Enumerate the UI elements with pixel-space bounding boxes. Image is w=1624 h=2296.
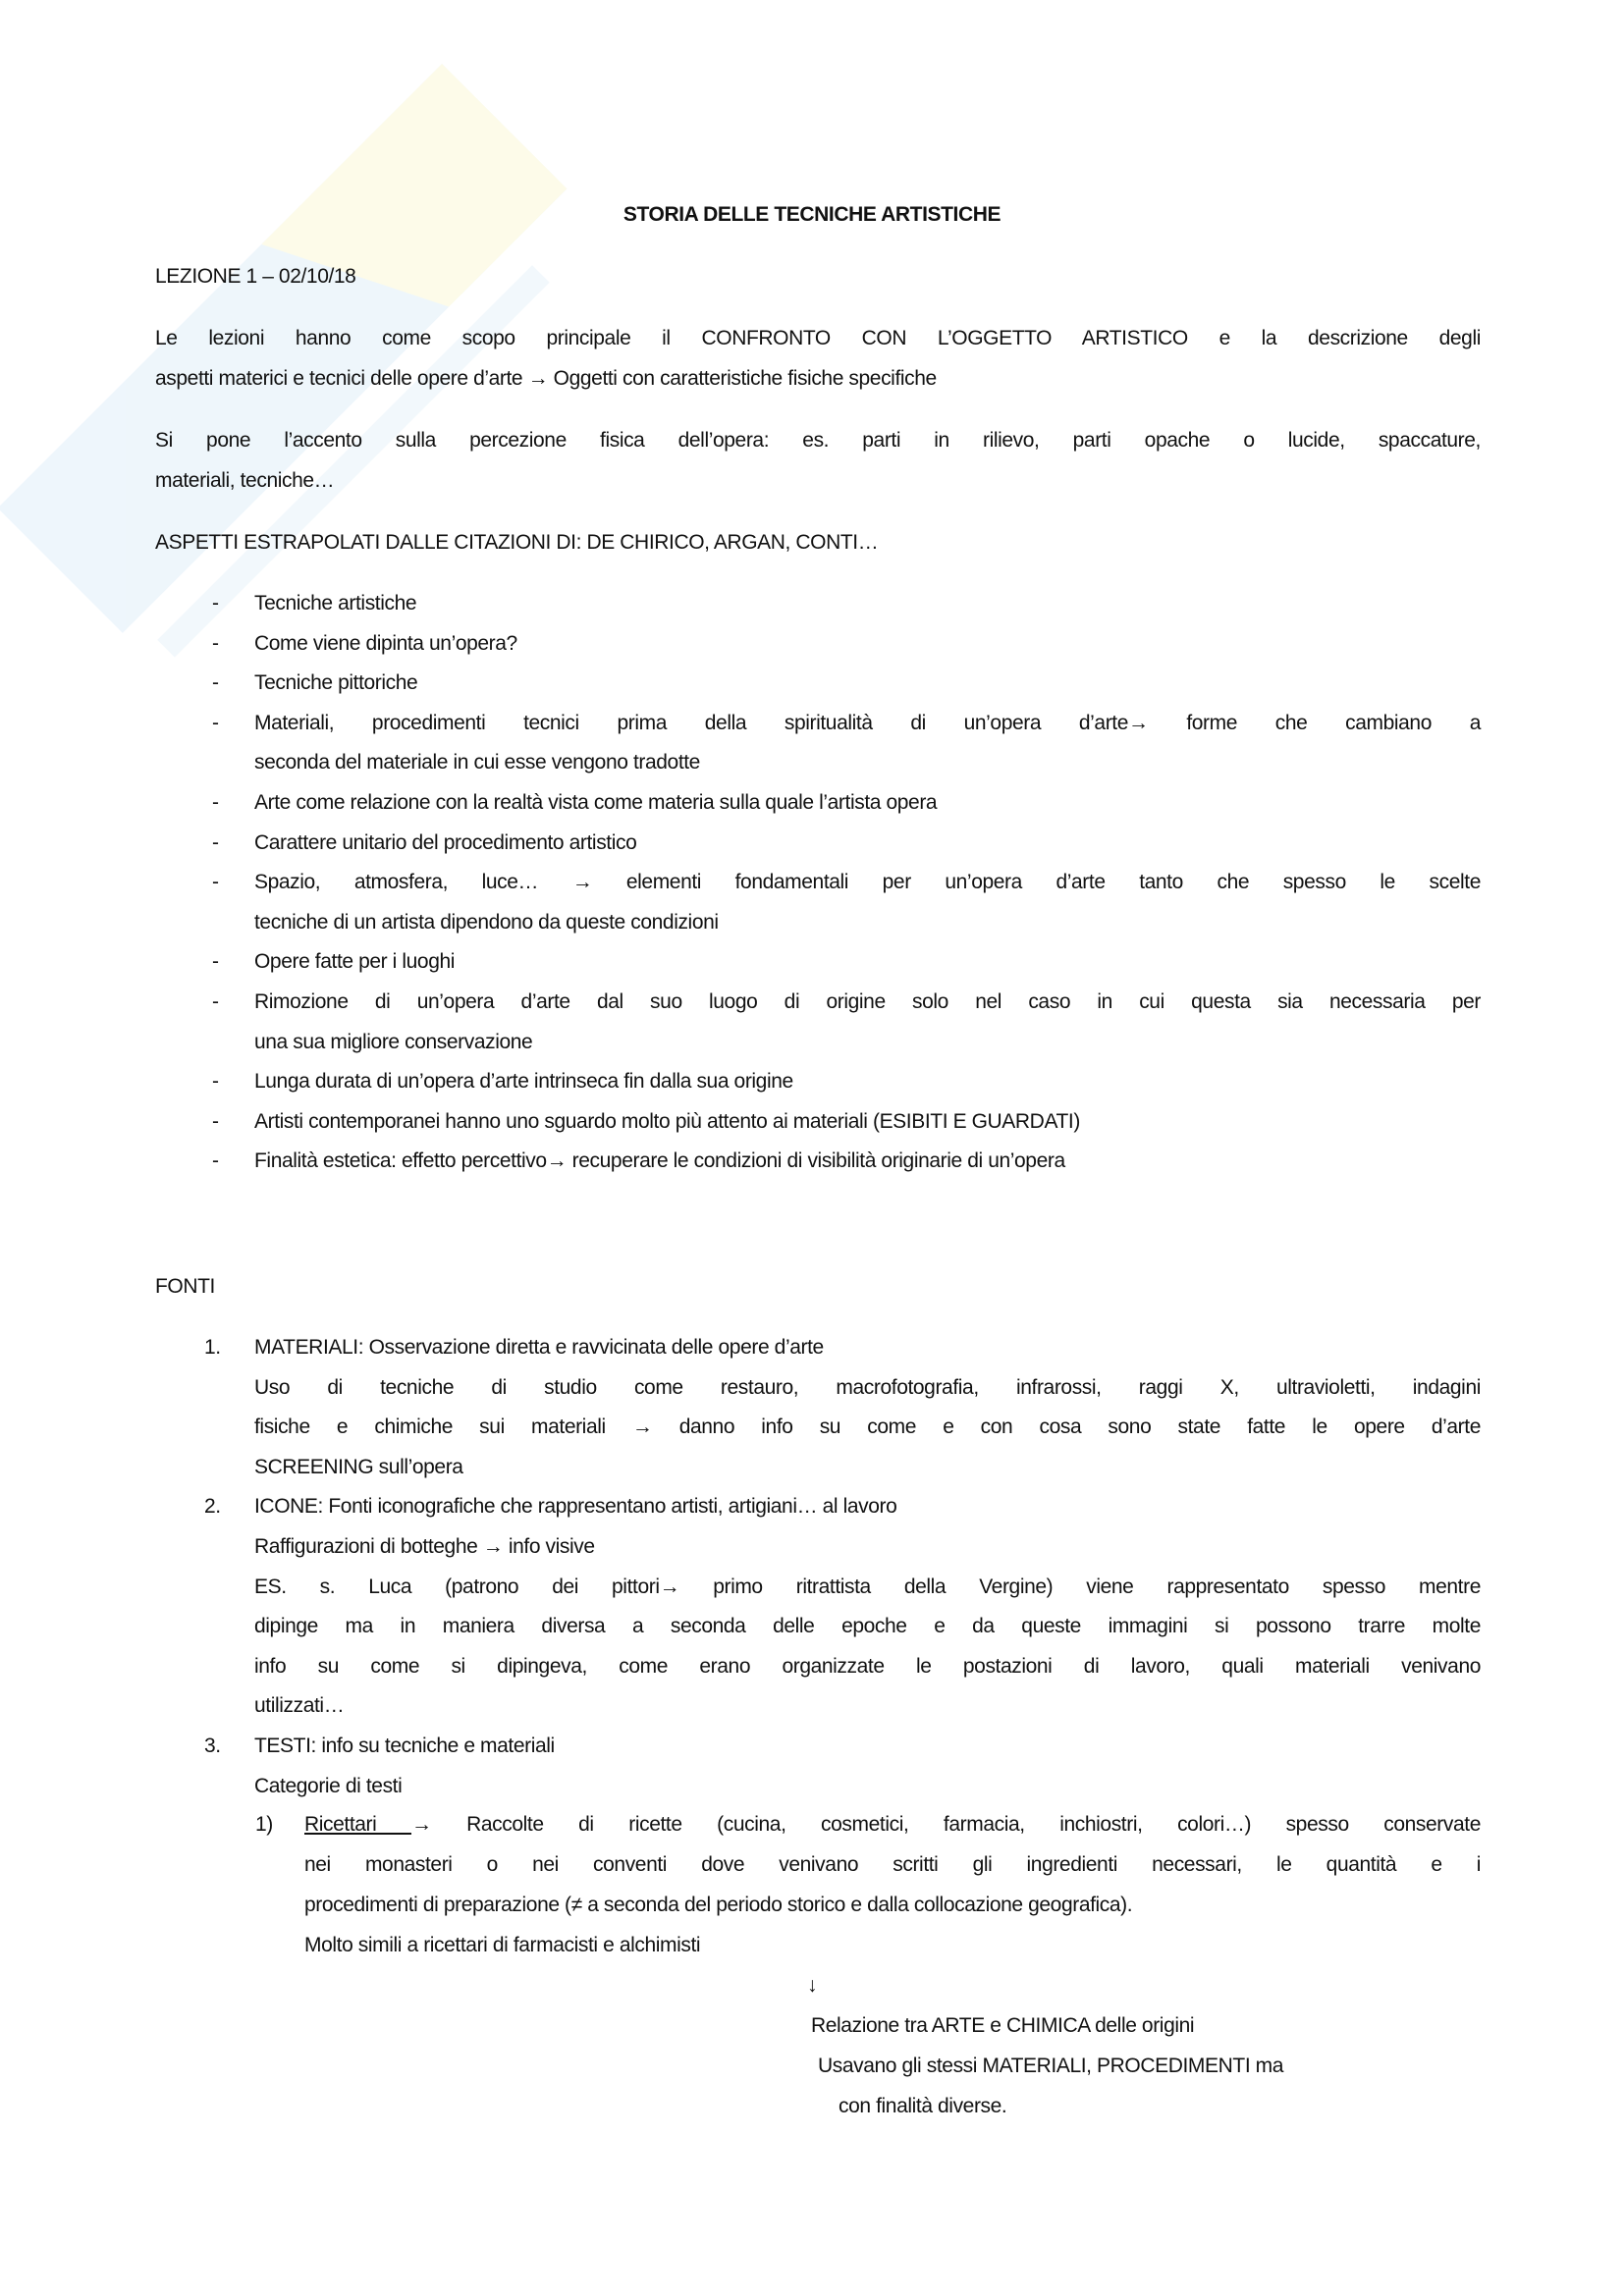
- aspect-item: Tecniche pittoriche: [254, 671, 418, 695]
- aspect-item: Lunga durata di un’opera d’arte intrinseca fin dalla sua origine: [254, 1070, 793, 1094]
- aspect-item: Arte come relazione con la realtà vista come materia sulla quale l’artista opera: [254, 791, 938, 814]
- source-line: fisiche e chimiche sui materiali → danno info su come e con cosa sono state fatte le opere d’arte: [254, 1415, 1481, 1439]
- source-line: SCREENING sull’opera: [254, 1455, 463, 1478]
- bullet-dash: -: [212, 871, 219, 894]
- bullet-dash: -: [212, 1070, 219, 1094]
- subitem-line: Molto simili a ricettari di farmacisti e alchimisti: [304, 1934, 701, 1956]
- lesson-heading: LEZIONE 1 – 02/10/18: [155, 265, 356, 288]
- conclusion-line: con finalità diverse.: [839, 2095, 1007, 2117]
- subitem-number: 1): [255, 1813, 273, 1836]
- subitem-line: nei monasteri o nei conventi dove venivano scritti gli ingredienti necessari, le quantità e i: [304, 1853, 1481, 1876]
- conclusion-line: Usavano gli stessi MATERIALI, PROCEDIMENTI ma: [818, 2055, 1284, 2077]
- aspect-item: Tecniche artistiche: [254, 592, 417, 614]
- source-line: info su come si dipingeva, come erano organizzate le postazioni di lavoro, quali materiali venivano: [254, 1654, 1481, 1678]
- bullet-dash: -: [212, 990, 219, 1013]
- aspect-item: Artisti contemporanei hanno uno sguardo molto più attento ai materiali (ESIBITI E GUARDATI): [254, 1109, 1080, 1133]
- source-number: 3.: [204, 1735, 221, 1757]
- source-line: Categorie di testi: [254, 1774, 403, 1797]
- subitem-line: procedimenti di preparazione (≠ a seconda del periodo storico e dalla collocazione geografica).: [304, 1894, 1133, 1916]
- intro-line: Si pone l’accento sulla percezione fisica dell’opera: es. parti in rilievo, parti opache o lucide, spaccature,: [155, 429, 1481, 452]
- bullet-dash: -: [212, 592, 219, 614]
- bullet-dash: -: [212, 830, 219, 854]
- source-line: ES. s. Luca (patrono dei pittori→ primo ritrattista della Vergine) viene rappresentato spesso mentre: [254, 1575, 1481, 1598]
- down-arrow-icon: ↓: [807, 1974, 818, 1997]
- intro-line: aspetti materici e tecnici delle opere d’arte → Oggetti con caratteristiche fisiche specifiche: [155, 367, 937, 390]
- intro-line: materiali, tecniche…: [155, 469, 335, 492]
- bullet-dash: -: [212, 791, 219, 814]
- aspect-item: Opere fatte per i luoghi: [254, 950, 456, 974]
- sources-heading: FONTI: [155, 1275, 215, 1298]
- aspect-item: Come viene dipinta un’opera?: [254, 631, 517, 655]
- source-line: Uso di tecniche di studio come restauro, macrofotografia, infrarossi, raggi X, ultravioletti, indagini: [254, 1375, 1481, 1399]
- source-line: utilizzati…: [254, 1694, 345, 1718]
- aspect-item: tecniche di un artista dipendono da queste condizioni: [254, 910, 719, 934]
- bullet-dash: -: [212, 1149, 219, 1173]
- subitem-term: Ricettari: [304, 1813, 411, 1836]
- bullet-dash: -: [212, 631, 219, 655]
- source-line: Raffigurazioni di botteghe → info visive: [254, 1535, 595, 1558]
- bullet-dash: -: [212, 671, 219, 695]
- bullet-dash: -: [212, 1109, 219, 1133]
- aspect-item: Carattere unitario del procedimento artistico: [254, 830, 637, 854]
- aspect-item: Spazio, atmosfera, luce… → elementi fondamentali per un’opera d’arte tanto che spesso le scelte: [254, 871, 1481, 894]
- intro-line: Le lezioni hanno come scopo principale il CONFRONTO CON L’OGGETTO ARTISTICO e la descrizione degli: [155, 327, 1481, 349]
- aspects-heading: ASPETTI ESTRAPOLATI DALLE CITAZIONI DI: DE CHIRICO, ARGAN, CONTI…: [155, 531, 879, 554]
- source-number: 1.: [204, 1336, 221, 1359]
- document-title: STORIA DELLE TECNICHE ARTISTICHE: [623, 203, 1001, 226]
- source-line: MATERIALI: Osservazione diretta e ravvicinata delle opere d’arte: [254, 1336, 824, 1359]
- subitem-first-rest: → Raccolte di ricette (cucina, cosmetici, farmacia, inchiostri, colori…) spesso conservate: [410, 1813, 1481, 1836]
- bullet-dash: -: [212, 711, 219, 734]
- conclusion-line: Relazione tra ARTE e CHIMICA delle origini: [811, 2014, 1195, 2037]
- bullet-dash: -: [212, 950, 219, 974]
- source-number: 2.: [204, 1495, 221, 1519]
- aspect-item: seconda del materiale in cui esse vengono tradotte: [254, 751, 700, 774]
- source-line: dipinge ma in maniera diversa a seconda delle epoche e da queste immagini si possono trarre molte: [254, 1615, 1481, 1638]
- aspect-item: Finalità estetica: effetto percettivo→ recuperare le condizioni di visibilità originarie di un’opera: [254, 1149, 1065, 1173]
- aspect-item: Materiali, procedimenti tecnici prima della spiritualità di un’opera d’arte→ forme che cambiano a: [254, 711, 1481, 734]
- subitem-line: [304, 1804, 1481, 1844]
- source-line: ICONE: Fonti iconografiche che rappresentano artisti, artigiani… al lavoro: [254, 1495, 897, 1519]
- aspect-item: Rimozione di un’opera d’arte dal suo luogo di origine solo nel caso in cui questa sia necessaria per: [254, 990, 1481, 1013]
- aspect-item: una sua migliore conservazione: [254, 1030, 533, 1053]
- source-line: TESTI: info su tecniche e materiali: [254, 1735, 555, 1757]
